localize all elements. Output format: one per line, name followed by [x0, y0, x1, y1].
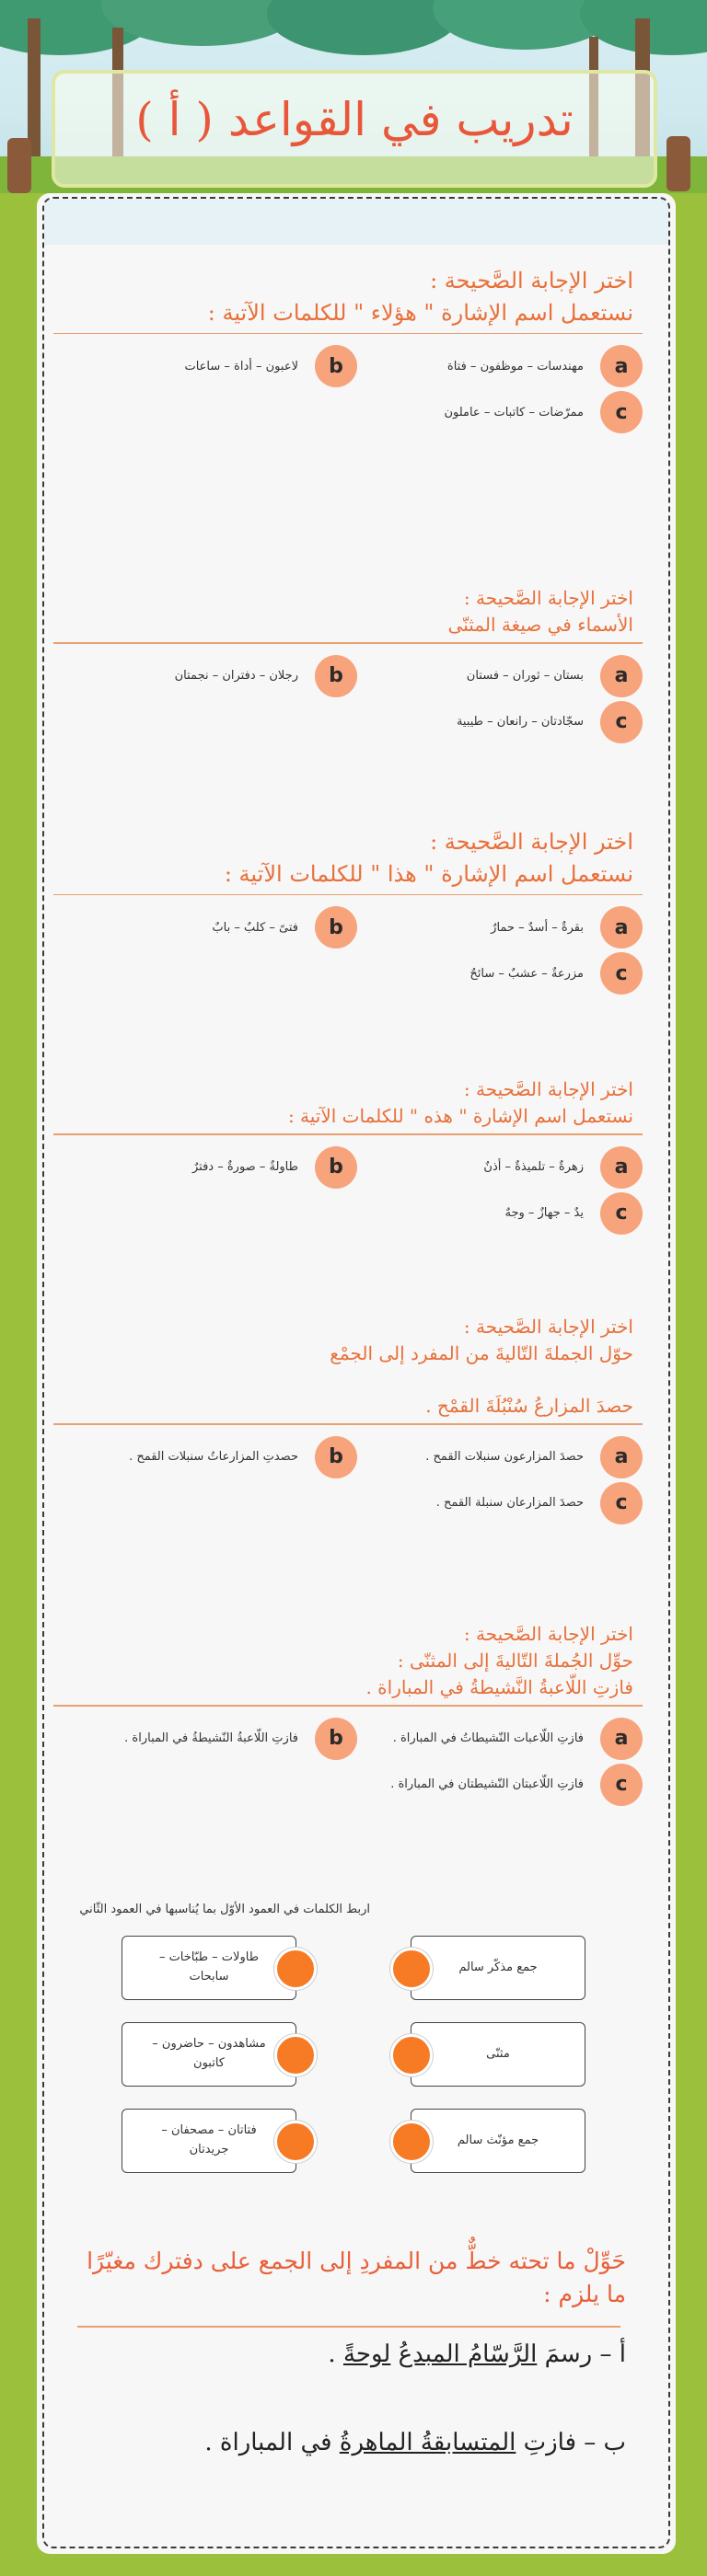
option-b[interactable]	[72, 1718, 357, 1760]
divider	[53, 333, 643, 335]
option-text: يدٌ – جهازٌ – وجهٌ	[504, 1206, 584, 1220]
option-text: حصدَ المزارعون سنبلات القمح .	[425, 1450, 584, 1464]
option-text: طاولةٌ – صورةٌ – دفترٌ	[192, 1160, 298, 1174]
option-text: حصدَ المزارعان سنبلة القمح .	[435, 1496, 584, 1510]
sentence-suffix: في المباراة .	[204, 2429, 340, 2456]
option-text: فازتِ اللّاعبةُ النّشيطةُ في المباراة .	[124, 1731, 298, 1745]
option-badge: b	[315, 655, 357, 697]
option-a[interactable]	[357, 1436, 643, 1478]
option-badge: b	[315, 906, 357, 949]
underlined-phrase: المتسابقةُ الماهرةُ	[339, 2429, 516, 2456]
match-label: جمع مذكّر سالم	[458, 1960, 538, 1974]
question-text: نستعمل اسم الإشارة " هذه " للكلمات الآتية :	[287, 1105, 633, 1127]
question-text: نستعمل اسم الإشارة " هؤلاء " للكلمات الآتية :	[207, 299, 633, 326]
match-label: طاولات – طبّاخات – سابحات	[158, 1950, 260, 1984]
question-instruction: اختر الإجابة الصَّحيحة :	[463, 1623, 633, 1645]
match-right-item-1[interactable]	[411, 1936, 585, 2000]
option-c[interactable]	[357, 1482, 643, 1524]
option-badge: a	[600, 1146, 643, 1189]
divider	[53, 1705, 643, 1707]
option-text: بقرةٌ – أسدٌ – حمارٌ	[491, 920, 584, 935]
option-badge: a	[600, 906, 643, 949]
question-instruction: اختر الإجابة الصَّحيحة :	[463, 587, 633, 609]
match-dot-right-2[interactable]	[390, 2034, 433, 2076]
question-sentence: فازتِ اللّاعبةُ النَّشيطةُ في المباراة .	[365, 1676, 633, 1698]
option-badge: a	[600, 655, 643, 697]
sentence-prefix: أ – رسمَ	[537, 2340, 626, 2368]
option-text: مهندسات – موظفون – فتاة	[446, 359, 584, 374]
match-dot-left-3[interactable]	[274, 2121, 317, 2163]
option-text: حصدتِ المزارعاتُ سنبلات القمح .	[129, 1450, 298, 1464]
match-left-item-2[interactable]	[122, 2022, 296, 2087]
option-badge: c	[600, 952, 643, 995]
question-1	[64, 265, 643, 446]
question-instruction: اختر الإجابة الصَّحيحة :	[463, 1316, 633, 1338]
matching-instruction: اربط الكلمات في العمود الأوّل بما يُناسبها في العمود الثّاني	[79, 1903, 370, 1916]
option-a[interactable]	[357, 906, 643, 949]
card-top-strip	[44, 199, 668, 245]
underlined-phrase: الرَّسّامُ المبدعُ	[398, 2340, 538, 2368]
option-badge: c	[600, 1192, 643, 1235]
sentence-suffix: .	[328, 2340, 343, 2368]
question-instruction: اختر الإجابة الصَّحيحة :	[430, 268, 633, 293]
option-badge: a	[600, 1718, 643, 1760]
question-sentence: حصدَ المزارعُ سُنْبُلَةَ القمْح .	[425, 1395, 633, 1417]
question-instruction: اختر الإجابة الصَّحيحة :	[463, 1078, 633, 1100]
option-text: لاعبون – أداة – ساعات	[184, 359, 298, 374]
match-right-item-2[interactable]	[411, 2022, 585, 2087]
sentence-prefix: ب – فازتِ	[516, 2429, 626, 2456]
option-c[interactable]	[357, 701, 643, 743]
sentence-a	[74, 2340, 626, 2368]
option-b[interactable]	[72, 345, 357, 387]
match-dot-right-3[interactable]	[390, 2121, 433, 2163]
option-badge: b	[315, 1718, 357, 1760]
final-question: حَوِّلْ ما تحته خطٌّ من المفردِ إلى الجمع على دفترك مغيّرًا ما يلزم :	[87, 2248, 626, 2308]
option-text: فازتِ اللّاعبتان النّشيطتان في المباراة .	[390, 1777, 584, 1791]
option-text: ممرّضات – كاتبات – عاملون	[444, 405, 584, 420]
option-a[interactable]	[357, 1146, 643, 1189]
match-left-item-3[interactable]	[122, 2109, 296, 2173]
question-instruction: اختر الإجابة الصَّحيحة :	[430, 829, 633, 855]
match-right-item-3[interactable]	[411, 2109, 585, 2173]
option-badge: c	[600, 701, 643, 743]
divider	[53, 1423, 643, 1425]
match-left-item-1[interactable]	[122, 1936, 296, 2000]
match-dot-left-2[interactable]	[274, 2034, 317, 2076]
divider	[53, 894, 643, 896]
sentence-middle	[390, 2340, 398, 2368]
match-label: جمع مؤنّث سالم	[457, 2133, 539, 2147]
option-badge: a	[600, 1436, 643, 1478]
option-b[interactable]	[72, 1146, 357, 1189]
question-text: حوّل الجملةَ التّاليةَ من المفرد إلى الجمْع	[330, 1342, 633, 1364]
divider	[53, 642, 643, 644]
match-label: مثنّى	[486, 2046, 510, 2061]
option-c[interactable]	[357, 952, 643, 995]
question-text: الأسماء في صيغة المثنّى	[447, 614, 633, 636]
question-4	[64, 1076, 643, 1248]
option-b[interactable]	[72, 906, 357, 949]
option-text: زهرةٌ – تلميذةٌ – أذنٌ	[483, 1160, 584, 1174]
option-text: رجلان – دفتران – نجمتان	[174, 669, 298, 683]
option-c[interactable]	[357, 1764, 643, 1806]
option-b[interactable]	[72, 1436, 357, 1478]
option-text: مزرعةٌ – عشبٌ – سائحٌ	[469, 966, 584, 981]
question-5	[64, 1314, 643, 1537]
question-2	[64, 585, 643, 756]
spacer-line	[64, 1367, 633, 1393]
question-text: نستعمل اسم الإشارة " هذا " للكلمات الآتية :	[224, 860, 633, 887]
option-a[interactable]	[357, 655, 643, 697]
match-dot-left-1[interactable]	[274, 1948, 317, 1990]
question-text: حوِّل الجُملةَ التّاليةَ إلى المثنّى :	[397, 1650, 633, 1672]
option-b[interactable]	[72, 655, 357, 697]
option-text: سجّادتان – رانعان – طيبية	[456, 715, 584, 729]
underlined-word: لوحةً	[342, 2340, 391, 2368]
option-c[interactable]	[357, 391, 643, 433]
option-a[interactable]	[357, 345, 643, 387]
option-c[interactable]	[357, 1192, 643, 1235]
option-badge: b	[315, 345, 357, 387]
page-title: تدريب في القواعد ( أ )	[135, 93, 574, 146]
divider	[53, 1133, 643, 1135]
option-badge: b	[315, 1436, 357, 1478]
match-label: فتاتان – مصحفان – جريدتان	[161, 2123, 257, 2156]
sentence-b	[74, 2429, 626, 2456]
match-label: مشاهدون – حاضرون – كاتبون	[152, 2037, 266, 2070]
option-badge: c	[600, 1482, 643, 1524]
match-dot-right-1[interactable]	[390, 1948, 433, 1990]
divider	[77, 2326, 620, 2328]
option-text: فتىً – كلبٌ – بابٌ	[212, 920, 298, 935]
option-a[interactable]	[357, 1718, 643, 1760]
option-text: فازتِ اللّاعبات النّشيطاتُ في المباراة .	[392, 1731, 584, 1745]
option-badge: b	[315, 1146, 357, 1189]
option-badge: c	[600, 1764, 643, 1806]
option-badge: c	[600, 391, 643, 433]
option-text: بستان – ثوران – فستان	[466, 669, 584, 683]
question-3	[64, 826, 643, 1007]
option-badge: a	[600, 345, 643, 387]
question-6	[64, 1621, 643, 1819]
